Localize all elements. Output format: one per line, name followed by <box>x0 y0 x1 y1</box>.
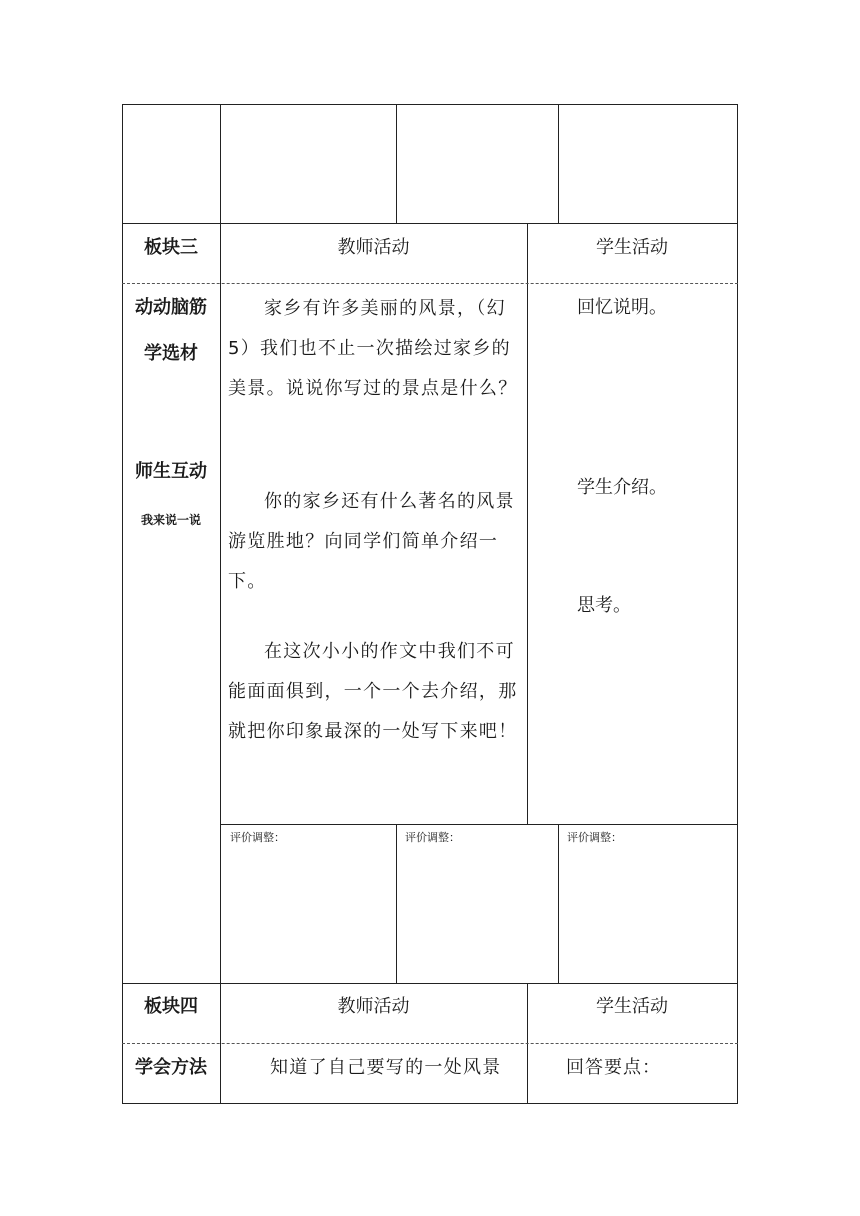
teacher-paragraph-2: 你的家乡还有什么著名的风景游览胜地？向同学们简单介绍一下。 <box>228 491 515 592</box>
teacher-paragraph-1: 家乡有许多美丽的风景，（幻5）我们也不止一次描绘过家乡的美景。说说你写过的景点是什么？ <box>228 298 518 399</box>
evaluation-label-3: 评价调整： <box>567 831 622 844</box>
student-note-introduce: 学生介绍。 <box>577 477 667 498</box>
block4-student-text: 回答要点： <box>566 1057 661 1078</box>
left-label-interaction: 师生互动 <box>135 461 207 482</box>
evaluation-label-1: 评价调整： <box>230 831 285 844</box>
block3-student-header: 学生活动 <box>596 237 668 258</box>
teacher-paragraph-3: 在这次小小的作文中我们不可能面面俱到，一个一个去介绍，那就把你印象最深的一处写下来吧！ <box>228 641 518 742</box>
block3-teacher-header: 教师活动 <box>337 237 410 258</box>
block4-title: 板块四 <box>144 996 198 1017</box>
left-label-think: 动动脑筋 <box>135 297 207 318</box>
student-note-think: 思考。 <box>577 595 631 616</box>
block3-title: 板块三 <box>144 237 198 258</box>
block4-teacher-header: 教师活动 <box>337 996 410 1017</box>
block4-teacher-text: 知道了自己要写的一处风景 <box>270 1057 502 1078</box>
left-label-small: 我来说一说 <box>140 513 201 527</box>
left-label-select: 学选材 <box>144 343 198 364</box>
evaluation-label-2: 评价调整： <box>405 831 460 844</box>
block4-row-label: 学会方法 <box>135 1057 207 1078</box>
block4-student-header: 学生活动 <box>596 996 668 1017</box>
student-note-recall: 回忆说明。 <box>577 297 667 318</box>
